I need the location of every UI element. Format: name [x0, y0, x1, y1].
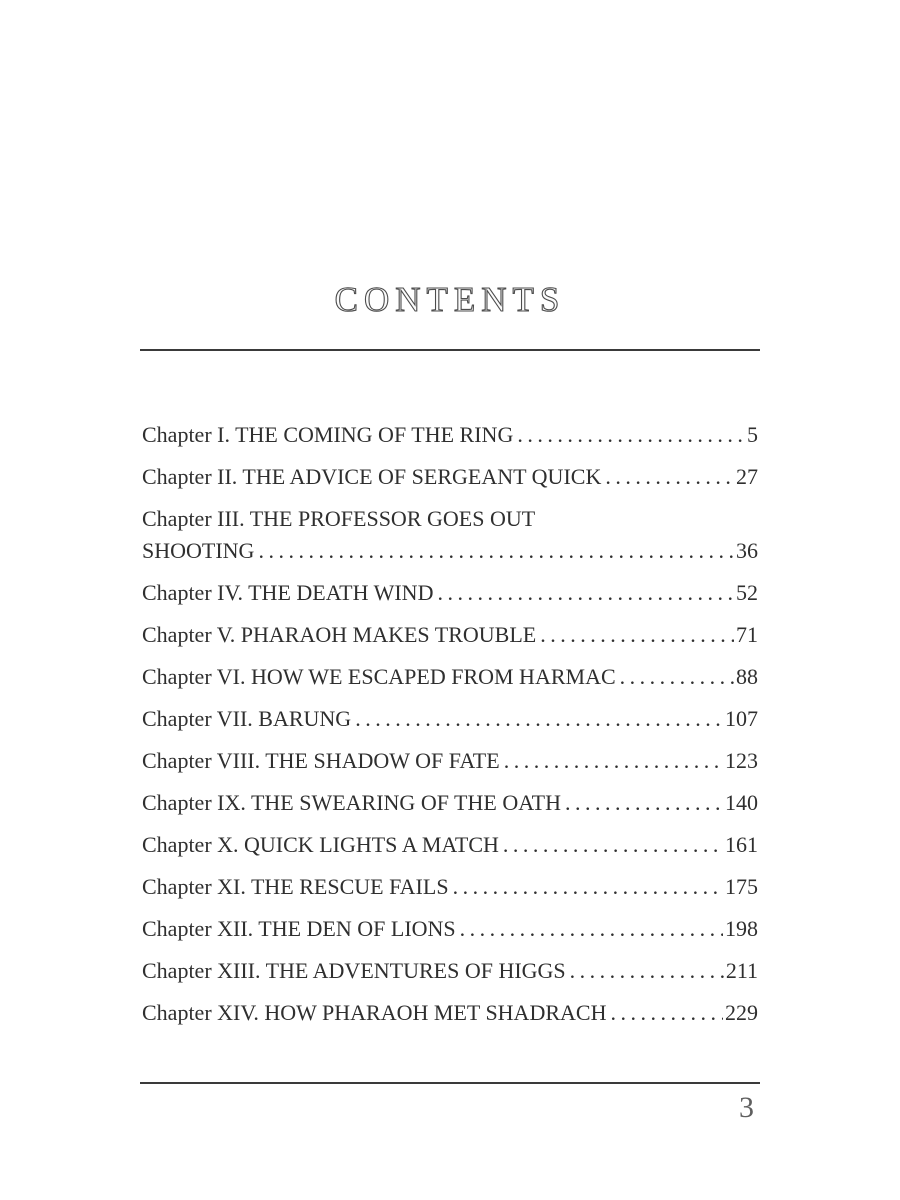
toc-entry-label: Chapter XIV. HOW PHARAOH MET SHADRACH	[142, 1000, 607, 1025]
dot-leader	[540, 619, 734, 651]
toc-entry[interactable]	[142, 955, 758, 987]
toc-entry-page-number: 107	[725, 706, 758, 731]
contents-title: CONTENTS	[334, 280, 566, 319]
toc-entry-label: Chapter V. PHARAOH MAKES TROUBLE	[142, 622, 537, 647]
dot-leader	[460, 913, 723, 945]
toc-entry[interactable]	[142, 503, 758, 567]
dot-leader	[258, 535, 734, 567]
dot-leader	[437, 577, 734, 609]
toc-entry-label: Chapter IX. THE SWEARING OF THE OATH	[142, 790, 561, 815]
toc-entry[interactable]	[142, 703, 758, 735]
toc-entry-page-number: 88	[736, 664, 758, 689]
toc-entry-label: Chapter I. THE COMING OF THE RING	[142, 422, 514, 447]
toc-entry[interactable]	[142, 997, 758, 1029]
toc-entry-label: Chapter XIII. THE ADVENTURES OF HIGGS	[142, 958, 566, 983]
toc-entry[interactable]	[142, 913, 758, 945]
toc-entry-page-number: 175	[725, 874, 758, 899]
dot-leader	[570, 955, 724, 987]
toc-entry-page-number: 229	[725, 1000, 758, 1025]
dot-leader	[620, 661, 734, 693]
dot-leader	[605, 461, 734, 493]
top-divider	[140, 349, 760, 351]
toc-entry-label: Chapter III. THE PROFESSOR GOES OUT	[142, 506, 536, 531]
toc-entry-label: Chapter II. THE ADVICE OF SERGEANT QUICK	[142, 464, 602, 489]
toc-entry[interactable]	[142, 461, 758, 493]
toc-entry[interactable]	[142, 829, 758, 861]
dot-leader	[453, 871, 723, 903]
dot-leader	[565, 787, 723, 819]
toc-entry-label: Chapter IV. THE DEATH WIND	[142, 580, 434, 605]
toc-entry-page-number: 5	[747, 422, 758, 447]
toc-entry-label: Chapter XI. THE RESCUE FAILS	[142, 874, 449, 899]
toc-entry-page-number: 52	[736, 580, 758, 605]
toc-entry[interactable]	[142, 871, 758, 903]
bottom-divider	[140, 1082, 760, 1084]
dot-leader	[504, 745, 723, 777]
toc-entry-label: Chapter VII. BARUNG	[142, 706, 352, 731]
toc-entry-page-number: 161	[725, 832, 758, 857]
toc-list	[142, 419, 758, 1039]
dot-leader	[517, 419, 745, 451]
toc-entry[interactable]	[142, 745, 758, 777]
toc-entry[interactable]	[142, 419, 758, 451]
toc-entry-page-number: 36	[736, 538, 758, 563]
dot-leader	[355, 703, 723, 735]
toc-entry[interactable]	[142, 577, 758, 609]
toc-entry-label: SHOOTING	[142, 538, 255, 563]
page-number: 3	[739, 1091, 754, 1124]
toc-entry-page-number: 123	[725, 748, 758, 773]
dot-leader	[610, 997, 723, 1029]
toc-entry-label: Chapter VIII. THE SHADOW OF FATE	[142, 748, 500, 773]
toc-entry-page-number: 211	[725, 958, 758, 983]
toc-entry-label: Chapter VI. HOW WE ESCAPED FROM HARMAC	[142, 664, 616, 689]
toc-entry[interactable]	[142, 787, 758, 819]
dot-leader	[503, 829, 723, 861]
toc-entry-page-number: 71	[736, 622, 758, 647]
toc-entry-label: Chapter X. QUICK LIGHTS A MATCH	[142, 832, 499, 857]
toc-entry-page-number: 27	[736, 464, 758, 489]
toc-entry[interactable]	[142, 661, 758, 693]
toc-entry-label: Chapter XII. THE DEN OF LIONS	[142, 916, 456, 941]
toc-entry[interactable]	[142, 619, 758, 651]
toc-entry-page-number: 198	[725, 916, 758, 941]
toc-entry-page-number: 140	[725, 790, 758, 815]
